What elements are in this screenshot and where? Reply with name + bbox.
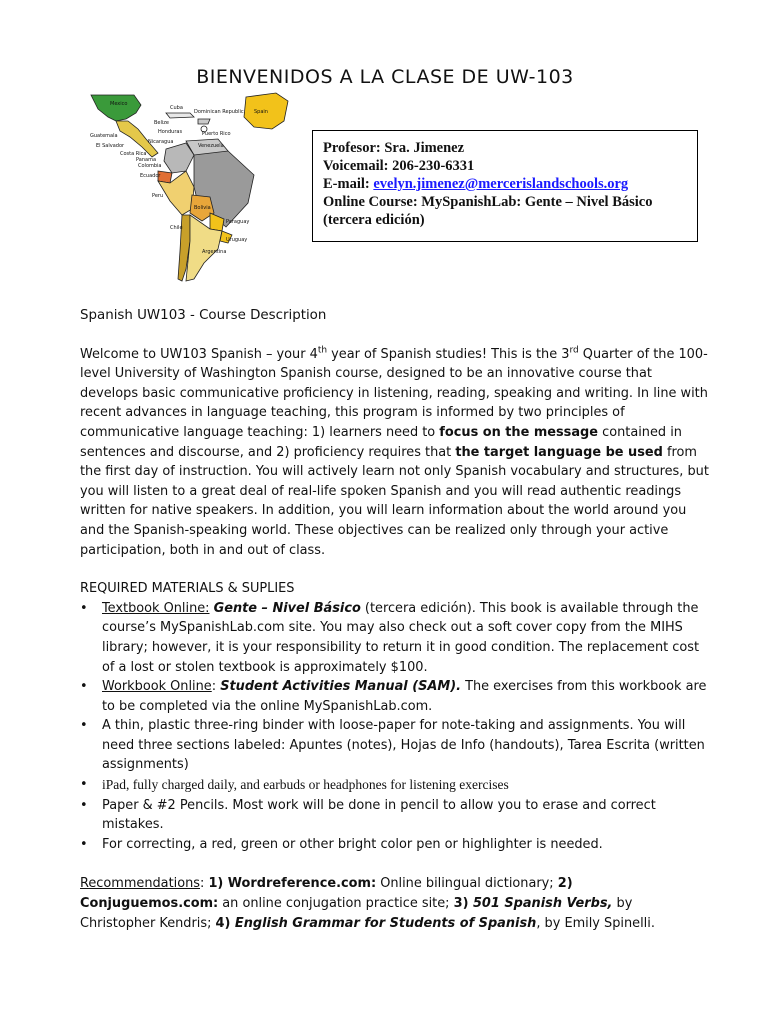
item-text: The exercises from this workbook are to be completed via the online MySpanishLab.com. xyxy=(102,679,707,714)
map-label: Chile xyxy=(170,225,183,231)
list-item xyxy=(80,599,710,677)
map-label: Cuba xyxy=(170,105,183,111)
item-text: For correcting, a red, green or other bright color pen or highlighter is needed. xyxy=(102,836,603,852)
item-title: Gente – Nivel Básico xyxy=(213,600,361,616)
map-label: Honduras xyxy=(158,129,183,135)
bullet-icon: • xyxy=(80,836,88,852)
map-label: Nicaragua xyxy=(148,139,174,145)
item-title: Student Activities Manual (SAM). xyxy=(220,679,461,695)
emphasis-text: 3) xyxy=(453,896,473,912)
map-label: Colombia xyxy=(138,163,162,169)
map-label: Spain xyxy=(254,109,268,115)
emphasis-text: 1) Wordreference.com: xyxy=(208,876,377,892)
course-description-heading: Spanish UW103 - Course Description xyxy=(80,308,327,323)
map-label: Guatemala xyxy=(90,133,118,139)
book-title: English Grammar for Students of Spanish xyxy=(234,915,537,931)
item-text: (tercera edición). This book is available through the course’s MySpanishLab.com site. You may also check out a soft cover copy from the MIHS library; however, it is your responsibility to return it in good condition. The replacement cost of a lost or stolen textbook is approximately $100. xyxy=(102,600,700,675)
document-body xyxy=(80,306,710,952)
list-item xyxy=(80,796,710,835)
item-text: iPad, fully charged daily, and earbuds or headphones for listening exercises xyxy=(102,777,509,793)
superscript: th xyxy=(317,345,328,356)
text-run: by Christopher Kendris; xyxy=(80,896,633,931)
voicemail-line: Voicemail: 206-230-6331 xyxy=(323,158,475,174)
map-label: Peru xyxy=(152,193,164,199)
map-label: Belize xyxy=(154,120,169,126)
edition-line: (tercera edición) xyxy=(323,212,425,228)
map-label: Ecuador xyxy=(140,173,161,179)
email-line xyxy=(323,175,687,193)
profesor-line: Profesor: Sra. Jimenez xyxy=(323,140,465,156)
map-label: Paraguay xyxy=(226,219,250,225)
text-run: year of Spanish studies! This is the 3 xyxy=(327,346,570,362)
map-label: Panama xyxy=(136,157,157,163)
bullet-icon: • xyxy=(80,679,88,695)
text-run: an online conjugation practice site; xyxy=(218,896,454,912)
email-label: E-mail: xyxy=(323,176,374,192)
online-course-line: Online Course: MySpanishLab: Gente – Nivel Básico xyxy=(323,194,653,210)
materials-heading: REQUIRED MATERIALS & SUPLIES xyxy=(80,581,295,597)
item-text: Paper & #2 Pencils. Most work will be done in pencil to allow you to erase and correct mistakes. xyxy=(102,797,656,833)
email-link[interactable]: evelyn.jimenez@mercerislandschools.org xyxy=(373,176,629,192)
bullet-icon: • xyxy=(80,718,88,734)
map-label: Bolivia xyxy=(194,205,211,211)
map-label: Costa Rica xyxy=(120,151,147,157)
text-run: : xyxy=(200,876,209,892)
map-label: Uruguay xyxy=(226,237,248,243)
text-run: Online bilingual dictionary; xyxy=(376,876,558,892)
item-label: Workbook Online xyxy=(102,679,212,695)
list-item xyxy=(80,835,710,855)
bullet-icon: • xyxy=(80,777,88,793)
superscript: rd xyxy=(569,345,579,356)
item-text: : xyxy=(211,679,221,695)
list-item xyxy=(80,677,710,716)
page-title: BIENVENIDOS A LA CLASE DE UW-103 xyxy=(196,66,574,88)
recommendations-paragraph xyxy=(80,874,710,933)
emphasis-text: 4) xyxy=(215,915,235,931)
map-label: Mexico xyxy=(110,101,128,107)
item-text: A thin, plastic three-ring binder with loose-paper for note-taking and assignments. You will need three sections labeled: Apuntes (notes), Hojas de Info (handouts), Tarea Escrita (written assignments) xyxy=(102,718,705,773)
map-label: Argentina xyxy=(202,249,227,255)
text-run: , by Emily Spinelli. xyxy=(536,915,655,931)
emphasis-text: the target language be used xyxy=(455,444,663,460)
book-title: 501 Spanish Verbs, xyxy=(472,896,613,912)
course-description-paragraph xyxy=(80,345,710,561)
text-run: Quarter of the 100-level University of Washington Spanish course, designed to be an innovative course that develops basic communicative proficiency in listening, reading, speaking and writing. In line with recent advances in language teaching, this program is informed by two principles of communicative language teaching: 1) learners need to xyxy=(80,346,708,440)
materials-list xyxy=(80,599,710,855)
spanish-speaking-map xyxy=(86,91,291,286)
list-item xyxy=(80,775,710,796)
text-run: contained in sentences and discourse, and 2) proficiency requires that xyxy=(80,424,682,460)
emphasis-text: focus on the message xyxy=(439,424,599,440)
map-region-mexico xyxy=(91,95,141,121)
map-region-cuba xyxy=(166,113,194,118)
bullet-icon: • xyxy=(80,600,88,616)
map-label: Dominican Republic xyxy=(194,109,244,115)
recommendations-label: Recommendations xyxy=(80,876,200,892)
text-run: Welcome to UW103 Spanish – your 4 xyxy=(80,346,318,362)
map-label: Venezuela xyxy=(198,143,224,149)
instructor-info-box xyxy=(312,130,698,242)
map-label: Puerto Rico xyxy=(202,131,231,137)
map-region-caribbean xyxy=(198,119,210,124)
list-item xyxy=(80,716,710,775)
text-run: from the first day of instruction. You will actively learn not only Spanish vocabulary and structures, but you will listen to a great deal of real-life spoken Spanish and you will read authentic readings written for native speakers. In addition, you will learn information about the world around you and the Spanish-speaking world. These objectives can be realized only through your active participation, both in and out of class. xyxy=(80,444,709,558)
map-label: El Salvador xyxy=(96,143,125,149)
bullet-icon: • xyxy=(80,797,88,813)
item-label: Textbook Online: xyxy=(102,600,210,616)
emphasis-text: 2) Conjuguemos.com: xyxy=(80,876,573,912)
